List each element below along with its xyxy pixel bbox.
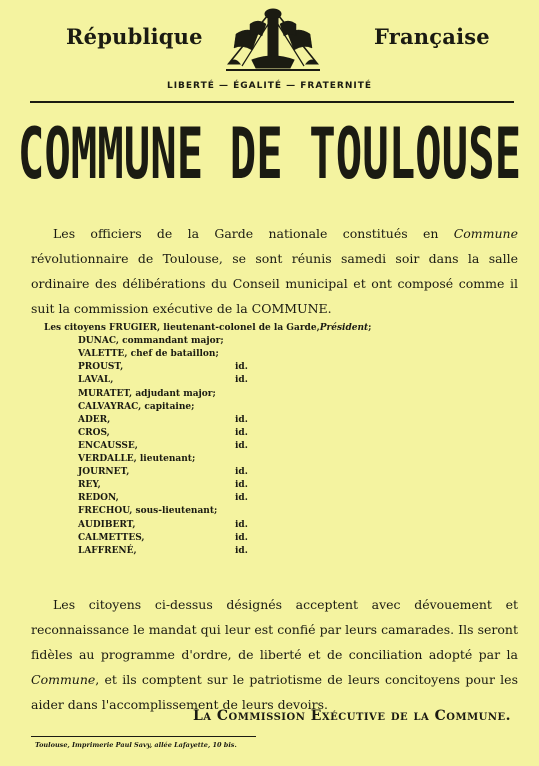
- closing-text-c: , et ils comptent sur le patriotisme de leurs concitoyens pour les aider dans l'accomplissement de leurs devoirs.: [31, 672, 518, 712]
- closing-paragraph: [31, 592, 518, 717]
- member-name: PROUST,: [78, 362, 124, 373]
- member-idem: id.: [235, 427, 248, 438]
- member-name: REDON,: [78, 493, 119, 504]
- member-name: ADER,: [78, 414, 111, 425]
- footer-divider: [31, 736, 256, 737]
- member-row: [78, 545, 248, 558]
- republic-emblem-icon: [222, 4, 324, 74]
- member-row: [78, 479, 248, 492]
- member-name: VERDALLE, lieutenant;: [78, 454, 196, 464]
- member-row: [78, 453, 195, 466]
- member-punct: ;: [368, 323, 372, 333]
- member-name: AUDIBERT,: [78, 519, 136, 530]
- member-name: ENCAUSSE,: [78, 440, 138, 451]
- member-title: Président: [319, 323, 369, 333]
- header-francaise: Française: [374, 24, 490, 49]
- member-row: [78, 466, 248, 479]
- header-republique: République: [66, 24, 203, 49]
- member-name: LAFFRENÉ,: [78, 545, 137, 556]
- member-row: [78, 335, 224, 348]
- member-idem: id.: [235, 545, 248, 556]
- member-idem: id.: [235, 480, 248, 491]
- member-name: REY,: [78, 480, 101, 491]
- member-name: VALETTE, chef de bataillon;: [78, 349, 219, 360]
- member-idem: id.: [235, 467, 248, 478]
- member-name: LAVAL,: [78, 375, 114, 386]
- member-row: [78, 414, 248, 427]
- member-row: [78, 532, 248, 545]
- member-row: [78, 348, 219, 361]
- member-idem: id.: [235, 532, 248, 543]
- intro-paragraph: [31, 221, 518, 321]
- member-row: [78, 440, 248, 453]
- motto: LIBERTÉ — ÉGALITÉ — FRATERNITÉ: [166, 81, 373, 91]
- member-name: JOURNET,: [78, 467, 130, 478]
- member-name: CALVAYRAC, capitaine;: [78, 401, 195, 412]
- closing-text-a: Les citoyens ci-dessus désignés acceptent avec dévouement et reconnaissance le mandat qui leur est confié par leurs camarades. Ils seront fidèles au programme d'ordre, de liberté et de conciliation adopté par la: [31, 597, 518, 662]
- member-idem: id.: [235, 519, 248, 530]
- member-idem: id.: [235, 375, 248, 386]
- member-name: FRECHOU, sous-lieutenant;: [78, 506, 218, 517]
- member-idem: id.: [235, 493, 248, 504]
- member-idem: id.: [235, 440, 248, 451]
- member-row: [44, 322, 372, 335]
- header-divider: [30, 101, 514, 103]
- intro-text-a: Les officiers de la Garde nationale constitués en: [53, 226, 454, 241]
- member-idem: id.: [235, 362, 248, 373]
- member-row: [78, 361, 248, 374]
- member-name: Les citoyens FRUGIER, lieutenant-colonel de la Garde,: [44, 323, 320, 333]
- member-name: CROS,: [78, 427, 110, 438]
- intro-text-c: révolutionnaire de Toulouse, se sont réunis samedi soir dans la salle ordinaire des délibérations du Conseil municipal et ont composé comme il suit la commission exécutive de la COMMUNE.: [31, 251, 518, 316]
- closing-text-commune: Commune: [31, 672, 96, 687]
- signature: La Commission Exécutive de la Commune.: [192, 708, 511, 724]
- member-row: [78, 427, 248, 440]
- member-name: CALMETTES,: [78, 532, 145, 543]
- member-name: DUNAC, commandant major;: [78, 336, 224, 347]
- poster-title: COMMUNE DE TOULOUSE: [17, 114, 522, 196]
- member-row: [78, 374, 248, 387]
- member-idem: id.: [235, 414, 248, 425]
- member-row: [78, 492, 248, 505]
- member-name: MURATET, adjudant major;: [78, 388, 216, 399]
- member-row: [78, 388, 216, 401]
- member-row: [78, 519, 248, 532]
- member-row: [78, 505, 217, 518]
- member-row: [78, 401, 194, 414]
- intro-text-commune: Commune: [453, 226, 518, 241]
- printer-imprint: Toulouse, Imprimerie Paul Savy, allée Lafayette, 10 bis.: [35, 741, 237, 749]
